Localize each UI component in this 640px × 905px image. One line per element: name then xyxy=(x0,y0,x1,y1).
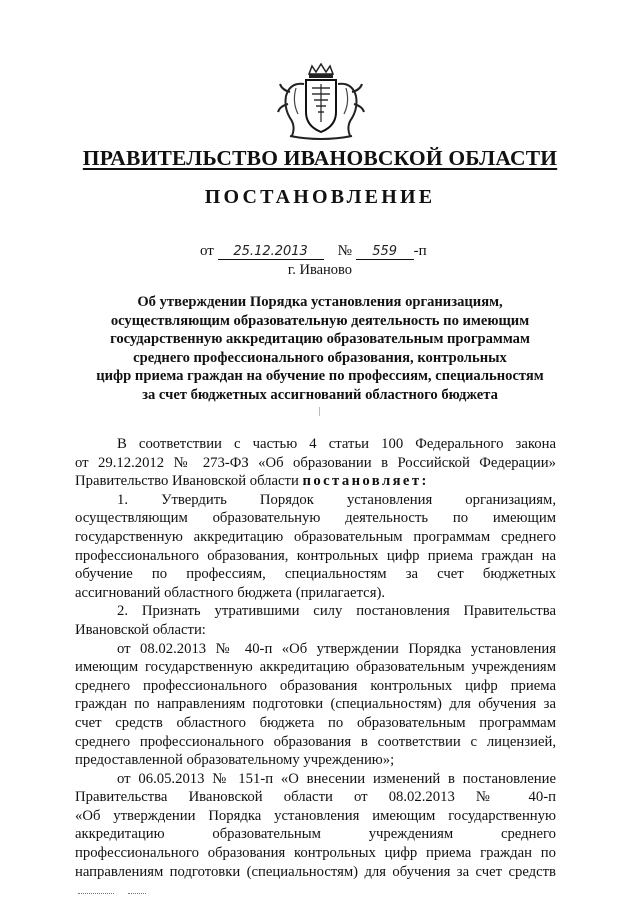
subject-line: цифр приема граждан на обучение по профессиям, специальностям xyxy=(96,368,544,385)
number-sign: № xyxy=(337,243,352,259)
number-suffix: -п xyxy=(413,243,427,259)
document-type-title: ПОСТАНОВЛЕНИЕ xyxy=(204,186,436,208)
body-line: аккредитацию образовательным учреждениям среднего xyxy=(75,826,556,843)
handwritten-date: 25.12.2013 xyxy=(218,245,324,260)
body-line: Правительства Ивановской области от 08.02.2013 № 40-п xyxy=(75,789,556,806)
city: г. Иваново xyxy=(287,262,353,278)
body-line: имеющим государственную аккредитацию образовательным учреждениям xyxy=(75,659,556,676)
body-line: профессионального образования, контрольных цифр приема граждан на xyxy=(75,547,556,564)
body-line: государственную аккредитацию образовательным программам среднего xyxy=(75,528,556,545)
subject-line: среднего профессионального образования, контрольных xyxy=(133,349,507,366)
body-line: направлениям подготовки (специальностям) для обучения за счет средств xyxy=(75,863,556,880)
handwritten-number: 559 xyxy=(356,245,414,260)
body-line: предоставленной образовательному учреждению»; xyxy=(75,752,395,769)
body-line: от 08.02.2013 № 40-п «Об утверждении Порядка установления xyxy=(117,640,556,657)
document-body xyxy=(75,435,556,881)
footer-mark xyxy=(78,893,114,894)
body-line: обучение по профессиям, специальностям за счет бюджетных xyxy=(75,566,556,583)
government-title: ПРАВИТЕЛЬСТВО ИВАНОВСКОЙ ОБЛАСТИ xyxy=(82,146,558,170)
body-line xyxy=(75,472,556,491)
scan-mark xyxy=(319,407,320,416)
body-line: ассигнований областного бюджета (прилагается). xyxy=(75,584,386,601)
footer-mark xyxy=(128,893,146,894)
body-line: профессионального образования контрольных цифр приема граждан по xyxy=(75,845,556,862)
body-line: от 06.05.2013 № 151-п «О внесении изменений в постановление xyxy=(117,770,556,787)
body-line: Ивановской области: xyxy=(75,621,206,638)
subject-line: Об утверждении Порядка установления организациям, xyxy=(137,294,503,310)
date-number-line xyxy=(200,243,427,260)
body-line: от 29.12.2012 № 273-ФЗ «Об образовании в Российской Федерации» xyxy=(75,454,556,471)
date-prefix: от xyxy=(200,243,214,259)
body-line: счет средств областного бюджета по образовательным программам xyxy=(75,714,556,731)
body-line: осуществляющим образовательную деятельность по имеющим xyxy=(75,510,556,527)
body-line: «Об утверждении Порядка установления имеющим государственную xyxy=(75,807,556,824)
body-line: граждан по направлениям подготовки (специальностям) для обучения за xyxy=(75,696,556,713)
body-line: среднего профессионального образования в соответствии с лицензией, xyxy=(75,733,556,750)
body-line: В соответствии с частью 4 статьи 100 Федерального закона xyxy=(117,436,556,452)
decree-keyword: постановляет: xyxy=(302,473,429,490)
document-subject xyxy=(70,293,570,405)
coat-of-arms-icon xyxy=(276,62,366,142)
body-line: среднего профессионального образования контрольных цифр приема xyxy=(75,677,556,694)
subject-line: осуществляющим образовательную деятельность по имеющим xyxy=(110,312,530,329)
body-line: 2. Признать утратившими силу постановления Правительства xyxy=(117,603,556,620)
body-line: 1. Утвердить Порядок установления организациям, xyxy=(117,491,556,508)
subject-line: государственную аккредитацию образовательным программам xyxy=(110,331,530,348)
subject-line: за счет бюджетных ассигнований областного бюджета xyxy=(142,386,498,403)
body-text: Правительство Ивановской области xyxy=(75,473,303,490)
